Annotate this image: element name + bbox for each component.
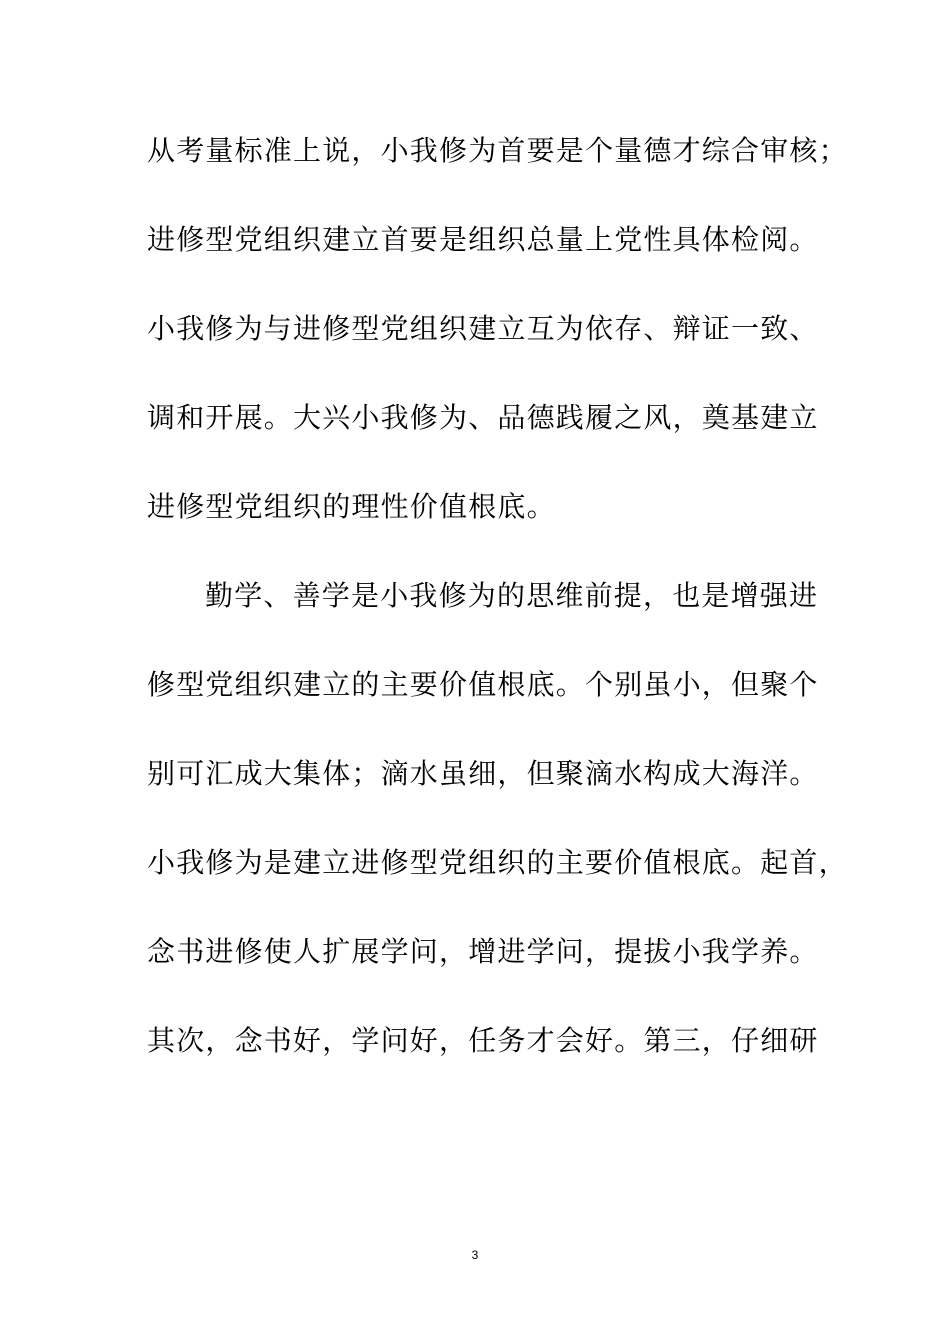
text-line: 小我修为是建立进修型党组织的主要价值根底。起首，: [147, 846, 848, 879]
body-text: [147, 125, 848, 1104]
text-line: 别可汇成大集体；滴水虽细，但聚滴水构成大海洋。: [147, 757, 819, 790]
text-line: 进修型党组织的理性价值根底。: [147, 490, 556, 523]
text-line: 调和开展。大兴小我修为、品德践履之风，奠基建立: [147, 401, 819, 434]
text-line: 修型党组织建立的主要价值根底。个别虽小，但聚个: [147, 668, 819, 701]
text-line: 念书进修使人扩展学问，增进学问，提拔小我学养。: [147, 935, 819, 968]
paragraph-start-line: 勤学、善学是小我修为的思维前提，也是增强进: [205, 579, 819, 612]
text-line: 其次，念书好，学问好，任务才会好。第三，仔细研: [147, 1024, 819, 1057]
text-line: 进修型党组织建立首要是组织总量上党性具体检阅。: [147, 223, 819, 256]
page-number: 3: [471, 1248, 479, 1262]
text-line: 小我修为与进修型党组织建立互为依存、辩证一致、: [147, 312, 819, 345]
text-line: 从考量标准上说，小我修为首要是个量德才综合审核；: [147, 134, 848, 167]
